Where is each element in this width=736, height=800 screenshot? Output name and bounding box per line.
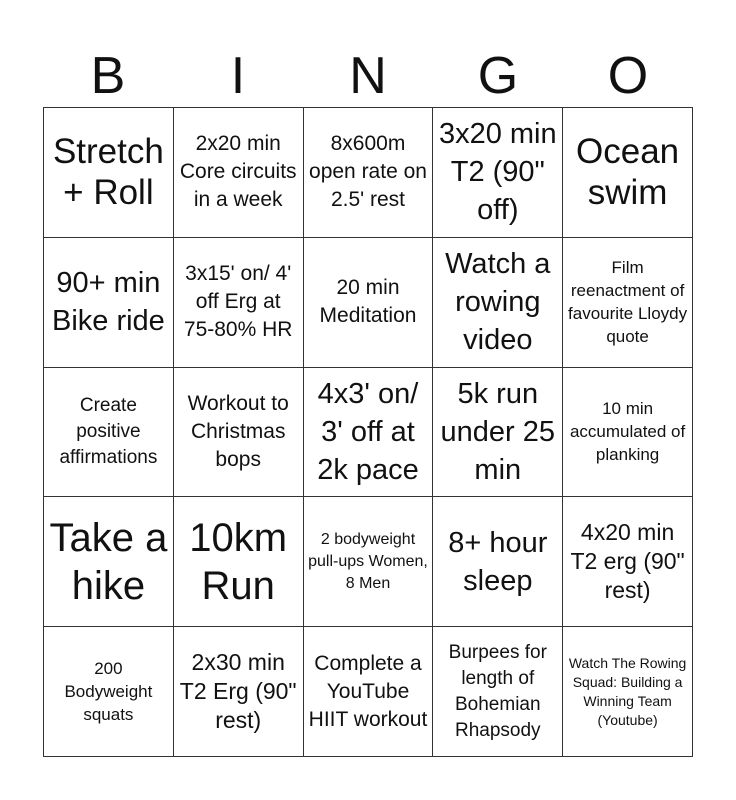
header-letter-i: I	[230, 47, 246, 105]
header-letter-n: N	[349, 47, 387, 105]
header-letter-o: O	[607, 47, 649, 105]
cell-text: 90+ min Bike ride	[51, 267, 165, 338]
bingo-header	[43, 46, 693, 106]
bingo-cell[interactable]	[304, 238, 434, 368]
cell-text: Take a hike	[49, 515, 168, 608]
cell-text: Workout to Christmas bops	[187, 391, 289, 471]
cell-text: 10km Run	[189, 515, 288, 608]
bingo-cell[interactable]	[174, 238, 304, 368]
cell-text: 3x15' on/ 4' off Erg at 75-80% HR	[183, 262, 293, 342]
cell-text: 2x20 min Core circuits in a week	[179, 132, 297, 212]
cell-text: 8x600m open rate on 2.5' rest	[309, 132, 427, 212]
bingo-cell[interactable]	[44, 368, 174, 498]
cell-text: 2 bodyweight pull-ups Women, 8 Men	[308, 530, 428, 592]
bingo-cell[interactable]	[304, 627, 434, 757]
bingo-cell[interactable]	[44, 627, 174, 757]
cell-text: 200 Bodyweight squats	[64, 659, 153, 725]
cell-text: Ocean swim	[576, 132, 680, 213]
bingo-cell[interactable]	[44, 108, 174, 238]
bingo-cell[interactable]	[433, 238, 563, 368]
bingo-cell[interactable]	[563, 368, 693, 498]
cell-text: 4x20 min T2 erg (90" rest)	[570, 519, 685, 604]
cell-text: 4x3' on/ 3' off at 2k pace	[317, 377, 419, 486]
bingo-grid	[43, 107, 693, 757]
bingo-cell[interactable]	[44, 497, 174, 627]
cell-text: Watch The Rowing Squad: Building a Winning Team (Youtube)	[568, 654, 687, 728]
bingo-cell[interactable]	[563, 497, 693, 627]
bingo-cell[interactable]	[174, 627, 304, 757]
cell-text: 10 min accumulated of planking	[569, 399, 686, 465]
cell-text: Burpees for length of Bohemian Rhapsody	[448, 641, 547, 741]
cell-text: Film reenactment of favourite Lloydy quote	[568, 258, 688, 347]
cell-text: Complete a YouTube HIIT workout	[308, 651, 428, 731]
cell-text: 5k run under 25 min	[440, 377, 556, 486]
bingo-cell[interactable]	[433, 497, 563, 627]
bingo-cell[interactable]	[44, 238, 174, 368]
bingo-cell[interactable]	[563, 108, 693, 238]
cell-text: Stretch + Roll	[52, 132, 164, 213]
header-letter-g: G	[477, 47, 519, 105]
bingo-cell[interactable]	[433, 368, 563, 498]
bingo-cell[interactable]	[563, 238, 693, 368]
cell-text: 3x20 min T2 (90" off)	[438, 118, 557, 227]
bingo-cell[interactable]	[174, 368, 304, 498]
cell-text: 8+ hour sleep	[448, 526, 548, 597]
cell-text: 20 min Meditation	[319, 276, 417, 328]
cell-text: 2x30 min T2 Erg (90" rest)	[179, 649, 297, 734]
header-letter-b: B	[90, 47, 126, 105]
bingo-cell[interactable]	[563, 627, 693, 757]
bingo-cell[interactable]	[174, 497, 304, 627]
bingo-cell[interactable]	[174, 108, 304, 238]
bingo-cell[interactable]	[304, 497, 434, 627]
bingo-cell[interactable]	[433, 108, 563, 238]
bingo-cell[interactable]	[304, 368, 434, 498]
cell-text: Watch a rowing video	[445, 248, 551, 357]
bingo-cell[interactable]	[304, 108, 434, 238]
bingo-cell[interactable]	[433, 627, 563, 757]
cell-text: Create positive affirmations	[59, 394, 158, 468]
